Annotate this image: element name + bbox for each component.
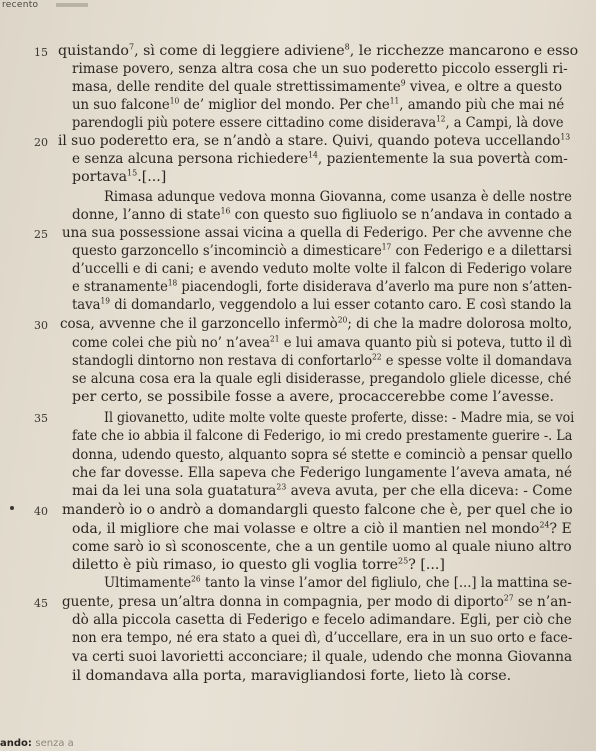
- header-bar: [56, 3, 88, 7]
- text-line: parendogli più potere essere cittadino come disiderava$^{12}$, a Campi, là dove: [72, 114, 564, 131]
- next-page-fragment: [0, 738, 74, 749]
- fragment-bold: ando:: [0, 738, 32, 749]
- text-line: se alcuna cosa era la quale egli disiderasse, pregandolo gliele dicesse, ché: [72, 371, 572, 387]
- text-line: che far dovesse. Ella sapeva che Federigo lungamente l’aveva amata, né: [72, 465, 573, 481]
- text-line: manderò io o andrò a domandargli questo falcone che è, per quel che io: [62, 502, 573, 518]
- fragment-faint: senza a: [35, 738, 74, 749]
- text-line: e senza alcuna persona richiedere$^{14}$, pazientemente la sua povertà com-: [72, 150, 568, 167]
- text-line: il domandava alla porta, maravigliandosi forte, lieto là corse.: [72, 668, 512, 684]
- text-line: il suo poderetto era, se n’andò a stare. Quivi, quando poteva uccellando$^{13}$: [58, 132, 571, 149]
- text-line: un suo falcone$^{10}$ de’ miglior del mondo. Per che$^{11}$, amando più che mai né: [72, 96, 565, 113]
- line-number: 30: [34, 319, 48, 332]
- text-line: per certo, se possibile fosse a avere, procaccerebbe come l’avesse.: [72, 389, 555, 405]
- line-number: 20: [34, 136, 48, 149]
- text-line: una sua possessione assai vicina a quella di Federigo. Per che avvenne che: [62, 225, 572, 241]
- text-line: cosa, avvenne che il garzoncello infermò$^{20}$; di che la madre dolorosa molto,: [60, 315, 573, 332]
- text-line: va certi suoi lavorietti acconciare; il quale, udendo che monna Giovanna: [72, 649, 573, 665]
- text-line: standogli dintorno non restava di confortarlo$^{22}$ e spesse volte il domandava: [72, 352, 572, 369]
- text-line: dò alla piccola casetta di Federigo e fecelo adimandare. Egli, per ciò che: [72, 612, 572, 628]
- text-line: guente, presa un’altra donna in compagnia, per modo di diporto$^{27}$ se n’an-: [62, 593, 572, 610]
- text-line: donna, udendo questo, alquanto sopra sé stette e cominciò a pensar quello: [72, 447, 573, 463]
- text-line: diletto è più rimaso, io questo gli voglia torre$^{25}$? [...]: [72, 556, 445, 573]
- text-line: fate che io abbia il falcone di Federigo, io mi credo prestamente guerire -. La: [72, 428, 573, 444]
- text-line: Ultimamente$^{26}$ tanto la vinse l’amor del figliulo, che [...] la mattina se-: [104, 574, 572, 591]
- text-line: tava$^{19}$ di domandarlo, veggendolo a lui esser cotanto caro. E così stando la: [72, 296, 572, 313]
- text-line: e stranamente$^{18}$ piacendogli, forte disiderava d’averlo ma pure non s’atten-: [72, 278, 572, 295]
- text-line: Rimasa adunque vedova monna Giovanna, come usanza è delle nostre: [104, 189, 572, 205]
- text-line: donne, l’anno di state$^{16}$ con questo suo figliuolo se n’andava in contado a: [72, 206, 573, 223]
- margin-mark: [10, 506, 14, 510]
- text-line: d’uccelli e di cani; e avendo veduto molte volte il falcon di Federigo volare: [72, 261, 573, 277]
- text-line: come sarò io sì sconoscente, che a un gentile uomo al quale niuno altro: [72, 539, 572, 555]
- text-line: portava$^{15}$.[...]: [72, 168, 167, 185]
- line-number: 25: [34, 228, 48, 241]
- text-line: questo garzoncello s’incominciò a dimesticare$^{17}$ con Federigo e a dilettarsi: [72, 242, 572, 259]
- text-line: rimase povero, senza altra cosa che un suo poderetto piccolo essergli ri-: [72, 61, 568, 77]
- text-line: quistando$^7$, sì come di leggiere adiviene$^8$, le ricchezze mancarono e esso: [58, 42, 579, 59]
- text-line: non era tempo, né era stato a quei dì, d’uccellare, era in un suo orto e face-: [72, 630, 573, 646]
- text-line: masa, delle rendite del quale strettissimamente$^9$ vivea, e oltre a questo: [72, 78, 563, 95]
- line-number: 15: [34, 46, 48, 59]
- text-line: mai da lei una sola guatatura$^{23}$ aveva avuta, per che ella diceva: - Come: [72, 482, 573, 499]
- running-header: recento: [2, 0, 39, 10]
- line-number: 40: [34, 505, 48, 518]
- line-number: 45: [34, 597, 48, 610]
- text-line: Il giovanetto, udite molte volte queste proferte, disse: - Madre mia, se voi: [104, 410, 575, 426]
- text-line: oda, il migliore che mai volasse e oltre a ciò il mantien nel mondo$^{24}$? E: [72, 520, 572, 537]
- text-line: come colei che più no’ n’avea$^{21}$ e lui amava quanto più si poteva, tutto il dì: [72, 334, 572, 351]
- line-number: 35: [34, 412, 48, 425]
